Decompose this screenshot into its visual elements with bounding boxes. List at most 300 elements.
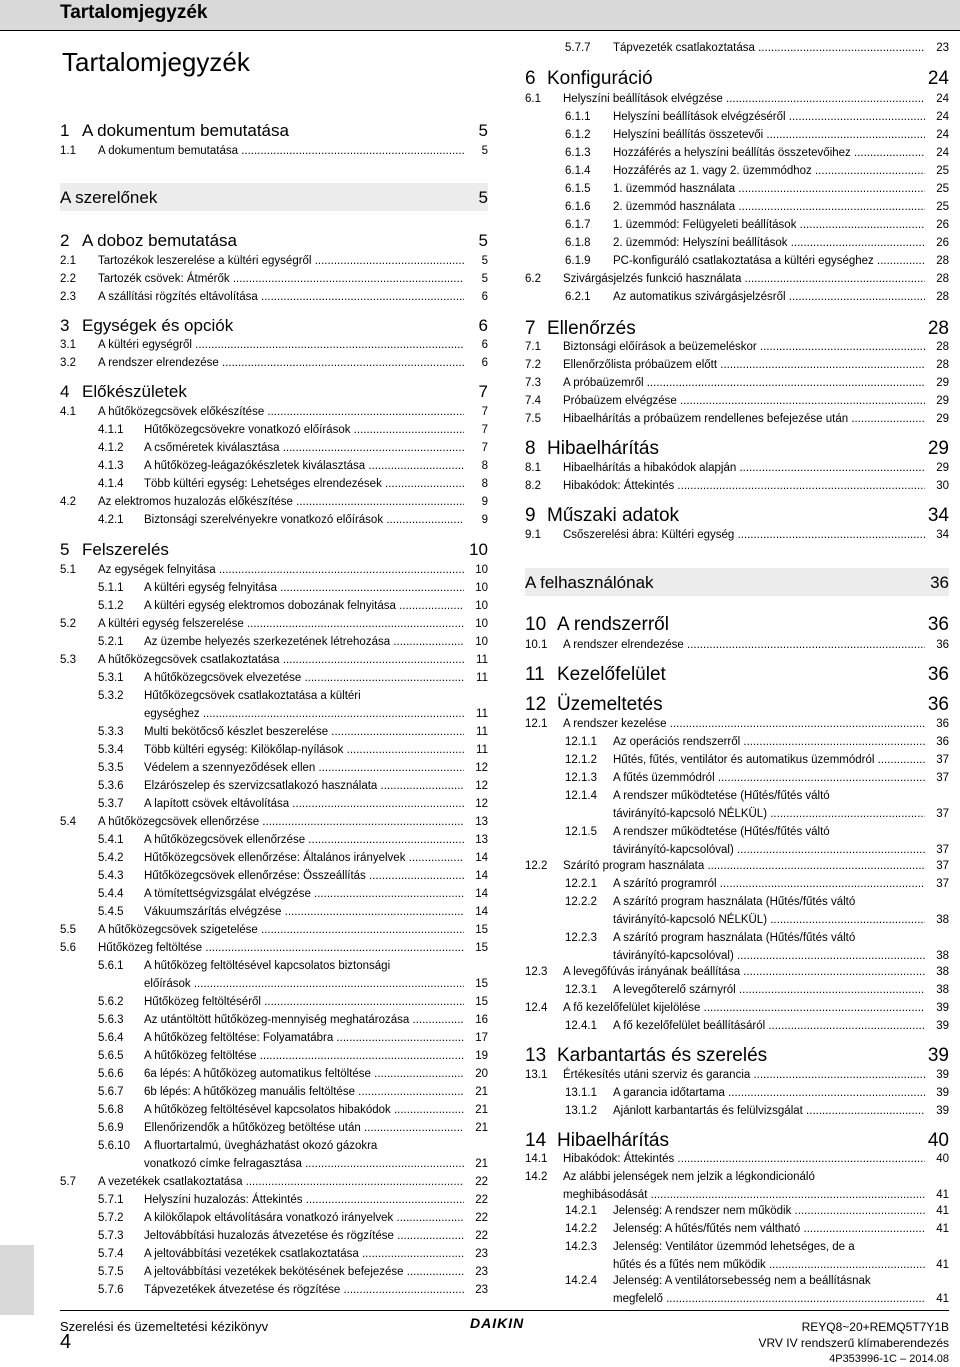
- toc-subsection[interactable]: [60, 1029, 488, 1047]
- toc-page-number: 23: [475, 1248, 488, 1260]
- toc-entry-title: Szárító program használata .....: [563, 857, 925, 875]
- toc-entry-number: 5.6.10: [98, 1140, 130, 1152]
- toc-chapter-title: Hibaelhárítás: [557, 1130, 669, 1151]
- toc-entry-number: 9.1: [525, 529, 541, 541]
- toc-section[interactable]: [525, 857, 949, 875]
- toc-entry-number: 12.4.1: [565, 1020, 597, 1032]
- toc-entry-number: 10.1: [525, 639, 548, 651]
- toc-entry-title: A garancia időtartama .....: [613, 1084, 925, 1102]
- toc-page-number: 37: [936, 844, 949, 856]
- toc-chapter-title: A rendszerről: [557, 614, 669, 635]
- toc-subsection[interactable]: [525, 252, 949, 270]
- toc-section[interactable]: [60, 336, 488, 354]
- toc-section[interactable]: [525, 999, 949, 1017]
- toc-entry-number: 5.6.2: [98, 996, 124, 1008]
- toc-subsection[interactable]: [525, 1017, 949, 1035]
- toc-entry-number: 6.1.8: [565, 237, 591, 249]
- toc-entry-title-wrap: [144, 669, 464, 687]
- toc-section[interactable]: [525, 90, 949, 108]
- toc-page-number: 24: [936, 93, 949, 105]
- toc-entry-title: 2. üzemmód: Helyszíni beállítások .....: [613, 234, 925, 252]
- toc-chapter-title: Konfiguráció: [547, 68, 653, 89]
- toc-leader: megfelelő .....: [613, 1290, 925, 1308]
- toc-page-number: 5: [481, 145, 488, 157]
- toc-subsection[interactable]: [60, 1065, 488, 1083]
- toc-entry-title: Hűtőközegcsövekre vonatkozó előírások .....: [144, 421, 464, 439]
- toc-entry-title: Jeltovábbítási huzalozás átvezetése és rögzítése .....: [144, 1227, 464, 1245]
- toc-entry-number: 5.4.1: [98, 834, 124, 846]
- toc-entry-title: Jelenség: Ventilátor üzemmód lehetséges, de a: [613, 1241, 855, 1253]
- toc-page-number: 7: [481, 442, 488, 454]
- toc-subsection[interactable]: [525, 1272, 949, 1308]
- toc-entry-title-wrap: [144, 777, 464, 795]
- toc-entry-title-wrap: [144, 1065, 464, 1083]
- toc-section[interactable]: [60, 288, 488, 306]
- toc-page-number: 38: [936, 950, 949, 962]
- toc-subsection[interactable]: [525, 234, 949, 252]
- toc-entry-number: 12.3: [525, 966, 548, 978]
- toc-entry-number: 6.1.2: [565, 129, 591, 141]
- toc-section[interactable]: [525, 636, 949, 654]
- toc-chapter-number: 11: [525, 664, 545, 685]
- toc-entry-title-wrap: [613, 234, 925, 252]
- toc-leader: távirányító-kapcsolóval) .....: [613, 947, 925, 965]
- toc-chapter-number: 12: [525, 694, 547, 715]
- toc-subsection[interactable]: [60, 633, 488, 651]
- toc-chapter-title: Műszaki adatok: [547, 505, 680, 526]
- toc-section[interactable]: [525, 270, 949, 288]
- toc-page-number: 26: [936, 219, 949, 231]
- toc-entry-title: Biztonsági szerelvényekre vonatkozó előírások .....: [144, 511, 464, 529]
- footer-doc-code: 4P353996-1C – 2014.08: [829, 1353, 949, 1365]
- toc-subsection[interactable]: [60, 687, 488, 723]
- toc-subsection[interactable]: [60, 421, 488, 439]
- toc-chapter-title: Üzemeltetés: [557, 694, 663, 715]
- toc-subsection[interactable]: [60, 1011, 488, 1029]
- toc-entry-title-wrap: [144, 421, 464, 439]
- toc-section[interactable]: [60, 403, 488, 421]
- toc-entry-number: 12.1.1: [565, 736, 597, 748]
- toc-subsection[interactable]: [60, 849, 488, 867]
- toc-subsection[interactable]: [60, 1281, 488, 1299]
- toc-entry-title-wrap: [144, 1281, 464, 1299]
- toc-chapter-title: Felszerelés: [82, 540, 169, 559]
- toc-chapter-title: Hibaelhárítás: [547, 438, 659, 459]
- toc-entry-title-wrap: [144, 579, 464, 597]
- toc-page-number: 22: [475, 1176, 488, 1188]
- toc-subsection[interactable]: [525, 787, 949, 823]
- toc-subsection[interactable]: [60, 723, 488, 741]
- toc-entry-title-wrap: [144, 511, 464, 529]
- toc-subsection[interactable]: [60, 511, 488, 529]
- toc-entry-number: 5.6.1: [98, 960, 124, 972]
- toc-section[interactable]: [60, 354, 488, 372]
- toc-page-number: 12: [475, 798, 488, 810]
- toc-entry-title-wrap: [613, 252, 925, 270]
- toc-entry-title-wrap: [613, 288, 925, 306]
- toc-entry-number: 5.7.3: [98, 1230, 124, 1242]
- toc-subsection[interactable]: [525, 162, 949, 180]
- toc-entry-number: 5.4.5: [98, 906, 124, 918]
- toc-entry-number: 6.1.9: [565, 255, 591, 267]
- toc-leader: meghibásodását .....: [563, 1186, 925, 1204]
- toc-subsection[interactable]: [60, 475, 488, 493]
- toc-entry-number: 5.6.7: [98, 1086, 124, 1098]
- toc-page-number: 10: [475, 582, 488, 594]
- toc-subsection[interactable]: [60, 1227, 488, 1245]
- toc-entry-number: 3.1: [60, 339, 76, 351]
- toc-entry-title: Biztonsági előírások a beüzemeléskor .....: [563, 338, 925, 356]
- toc-entry-title: Ellenőrizendők a hűtőközeg betöltése után .....: [144, 1119, 464, 1137]
- toc-section[interactable]: [525, 410, 949, 428]
- toc-page-number: 37: [936, 754, 949, 766]
- toc-entry-number: 6.1.6: [565, 201, 591, 213]
- toc-entry-title-wrap: [563, 459, 925, 477]
- toc-subsection[interactable]: [60, 759, 488, 777]
- toc-entry-title-wrap: [563, 636, 925, 654]
- toc-page-number: 11: [476, 672, 488, 684]
- toc-entry-title: Ajánlott karbantartás és felülvizsgálat .....: [613, 1102, 925, 1120]
- toc-entry-title: Csőszerelési ábra: Kültéri egység .....: [563, 526, 925, 544]
- toc-entry-number: 5.7.4: [98, 1248, 124, 1260]
- toc-entry-title: A hűtőközegcsövek ellenőrzése .....: [98, 813, 464, 831]
- toc-subsection[interactable]: [60, 957, 488, 993]
- toc-page-number: 15: [475, 942, 488, 954]
- toc-entry-number: 5.3.6: [98, 780, 124, 792]
- toc-page-number: 7: [481, 406, 488, 418]
- toc-section[interactable]: [60, 921, 488, 939]
- toc-subsection[interactable]: [60, 741, 488, 759]
- toc-page-number: 7: [481, 424, 488, 436]
- toc-subsection[interactable]: [525, 1102, 949, 1120]
- toc-section[interactable]: [525, 1150, 949, 1168]
- toc-entry-number: 14.2.1: [565, 1205, 597, 1217]
- toc-page-number: 11: [476, 726, 488, 738]
- toc-page-number: 37: [936, 808, 949, 820]
- toc-entry-title: A kilökőlapok eltávolítására vonatkozó irányelvek .....: [144, 1209, 464, 1227]
- toc-page-number: 34: [936, 529, 949, 541]
- toc-subsection[interactable]: [525, 1084, 949, 1102]
- toc-subsection[interactable]: [525, 198, 949, 216]
- toc-subsection[interactable]: [525, 39, 949, 57]
- toc-page-number: 11: [476, 654, 488, 666]
- footer-model: REYQ8~20+REMQ5T7Y1B: [801, 1320, 949, 1334]
- toc-section[interactable]: [60, 270, 488, 288]
- toc-subsection[interactable]: [60, 777, 488, 795]
- toc-entry-title: A szállítási rögzítés eltávolítása .....: [98, 288, 464, 306]
- toc-page-number: 36: [927, 694, 949, 715]
- toc-entry-title: Hűtőközegcsövek ellenőrzése: Összeállítás .....: [144, 867, 464, 885]
- toc-subsection[interactable]: [60, 1047, 488, 1065]
- toc-chapter-number: 7: [525, 318, 536, 339]
- toc-entry-number: 6.1.5: [565, 183, 591, 195]
- toc-subsection[interactable]: [525, 875, 949, 893]
- toc-entry-title: A levegőterelő szárnyról .....: [613, 981, 925, 999]
- toc-entry-number: 7.2: [525, 359, 541, 371]
- toc-entry-number: 8.1: [525, 462, 541, 474]
- toc-page-number: 36: [930, 573, 949, 592]
- toc-entry-title-wrap: [98, 813, 464, 831]
- toc-subsection[interactable]: [525, 126, 949, 144]
- toc-entry-number: 2.1: [60, 255, 76, 267]
- toc-section[interactable]: [60, 252, 488, 270]
- toc-entry-number: 5.6.3: [98, 1014, 124, 1026]
- toc-entry-number: 5.4.4: [98, 888, 124, 900]
- toc-entry-title: A rendszer működtetése (Hűtés/fűtés váltó: [613, 826, 830, 838]
- toc-page-number: 25: [936, 165, 949, 177]
- toc-entry-title: A fűtés üzemmódról .....: [613, 769, 925, 787]
- toc-entry-title: A lapított csövek eltávolítása .....: [144, 795, 464, 813]
- toc-subsection[interactable]: [60, 1137, 488, 1173]
- toc-page-number: 21: [475, 1122, 488, 1134]
- toc-entry-number: 5.3.7: [98, 798, 124, 810]
- toc-page-number: 19: [475, 1050, 488, 1062]
- toc-entry-title-wrap: [563, 356, 925, 374]
- toc-subsection[interactable]: [525, 1220, 949, 1238]
- toc-entry-title: A hűtőközegcsövek elvezetése .....: [144, 669, 464, 687]
- toc-chapter-number: 10: [525, 614, 547, 635]
- footer-manual-title: Szerelési és üzemeltetési kézikönyv: [60, 1319, 269, 1334]
- toc-entry-number: 12.2.3: [565, 932, 597, 944]
- toc-page-number: 28: [936, 291, 949, 303]
- toc-entry-number: 5.3.1: [98, 672, 124, 684]
- toc-subsection[interactable]: [525, 893, 949, 929]
- toc-subsection[interactable]: [60, 669, 488, 687]
- toc-entry-number: 6.2.1: [565, 291, 591, 303]
- toc-page-number: 8: [481, 460, 488, 472]
- toc-entry-title: A fő kezelőfelület kijelölése .....: [563, 999, 925, 1017]
- toc-page-number: 28: [936, 255, 949, 267]
- toc-entry-number: 5.1: [60, 564, 76, 576]
- toc-section[interactable]: [525, 715, 949, 733]
- toc-page-number: 28: [936, 341, 949, 353]
- toc-section[interactable]: [60, 561, 488, 579]
- toc-entry-title: Az egységek felnyitása .....: [98, 561, 464, 579]
- toc-chapter-title: Előkészületek: [82, 382, 187, 401]
- toc-section[interactable]: [525, 1066, 949, 1084]
- toc-section[interactable]: [525, 1168, 949, 1204]
- toc-entry-title: Hibakódok: Áttekintés .....: [563, 477, 925, 495]
- toc-subsection[interactable]: [60, 439, 488, 457]
- toc-subsection[interactable]: [60, 795, 488, 813]
- toc-subsection[interactable]: [525, 288, 949, 306]
- toc-subsection[interactable]: [60, 1119, 488, 1137]
- toc-entry-title-cont: [144, 1155, 464, 1173]
- toc-entry-title: A szárító programról .....: [613, 875, 925, 893]
- toc-entry-title-wrap: [98, 288, 464, 306]
- toc-page-number: 24: [936, 129, 949, 141]
- toc-subsection[interactable]: [525, 823, 949, 859]
- toc-section[interactable]: [60, 1173, 488, 1191]
- toc-entry-title: A rendszer kezelése .....: [563, 715, 925, 733]
- toc-entry-number: 7.4: [525, 395, 541, 407]
- toc-entry-title: Helyszíni huzalozás: Áttekintés .....: [144, 1191, 464, 1209]
- toc-section[interactable]: [60, 493, 488, 511]
- toc-subsection[interactable]: [60, 457, 488, 475]
- toc-page-number: 22: [475, 1194, 488, 1206]
- toc-page-number: 5: [481, 273, 488, 285]
- toc-page-number: 30: [936, 480, 949, 492]
- toc-subsection[interactable]: [525, 981, 949, 999]
- toc-entry-number: 1.1: [60, 145, 76, 157]
- toc-page-number: 24: [936, 111, 949, 123]
- toc-entry-title-cont: [613, 911, 925, 929]
- toc-subsection[interactable]: [60, 579, 488, 597]
- toc-entry-number: 5.3.3: [98, 726, 124, 738]
- toc-page-number: 15: [475, 978, 488, 990]
- toc-entry-number: 4.1.4: [98, 478, 124, 490]
- toc-entry-title-wrap: [98, 336, 464, 354]
- toc-entry-title: Az üzembe helyezés szerkezetének létrehozása .....: [144, 633, 464, 651]
- header-title: Tartalomjegyzék: [60, 2, 208, 23]
- toc-subsection[interactable]: [525, 1202, 949, 1220]
- toc-chapter-number: 2: [60, 231, 70, 250]
- toc-subsection[interactable]: [525, 108, 949, 126]
- toc-subsection[interactable]: [525, 216, 949, 234]
- toc-section[interactable]: [525, 963, 949, 981]
- toc-entry-number: 5.6.6: [98, 1068, 124, 1080]
- toc-subsection[interactable]: [60, 1083, 488, 1101]
- toc-page-number: 5: [478, 231, 488, 250]
- toc-entry-number: 12.1.5: [565, 826, 597, 838]
- toc-subsection[interactable]: [60, 903, 488, 921]
- toc-section[interactable]: [525, 477, 949, 495]
- toc-page-number: 41: [936, 1205, 949, 1217]
- toc-section[interactable]: [525, 374, 949, 392]
- toc-entry-number: 5.4.2: [98, 852, 124, 864]
- toc-subsection[interactable]: [60, 1209, 488, 1227]
- toc-entry-title: 1. üzemmód: Felügyeleti beállítások .....: [613, 216, 925, 234]
- toc-entry-title-cont: [613, 805, 925, 823]
- toc-section[interactable]: [525, 392, 949, 410]
- toc-page-number: 15: [475, 924, 488, 936]
- toc-entry-title: 6a lépés: A hűtőközeg automatikus feltöltése .....: [144, 1065, 464, 1083]
- toc-subsection[interactable]: [525, 1238, 949, 1274]
- toc-leader: távirányító-kapcsoló NÉLKÜL) .....: [613, 911, 925, 929]
- toc-entry-number: 12.4: [525, 1002, 548, 1014]
- toc-chapter-number: 9: [525, 505, 536, 526]
- toc-entry-title: Ellenőrzőlista próbaüzem előtt .....: [563, 356, 925, 374]
- toc-entry-number: 4.2: [60, 496, 76, 508]
- toc-entry-title-wrap: [563, 857, 925, 875]
- toc-entry-title: A kültéri egység elektromos dobozának felnyitása .....: [144, 597, 464, 615]
- toc-entry-title-wrap: [144, 795, 464, 813]
- toc-entry-title-wrap: [613, 144, 925, 162]
- toc-entry-number: 12.1.2: [565, 754, 597, 766]
- toc-entry-number: 14.2.2: [565, 1223, 597, 1235]
- toc-entry-number: 5.3.5: [98, 762, 124, 774]
- toc-section[interactable]: [60, 813, 488, 831]
- toc-page-number: 28: [927, 318, 949, 339]
- toc-subsection[interactable]: [525, 769, 949, 787]
- toc-subsection[interactable]: [60, 1191, 488, 1209]
- toc-page-number: 14: [475, 906, 488, 918]
- toc-entry-title: A dokumentum bemutatása .....: [98, 142, 464, 160]
- toc-section[interactable]: [60, 615, 488, 633]
- toc-page-number: 41: [936, 1189, 949, 1201]
- toc-subsection[interactable]: [60, 885, 488, 903]
- toc-subsection[interactable]: [525, 180, 949, 198]
- toc-entry-title: Hűtőközeg feltöltése .....: [98, 939, 464, 957]
- toc-chapter-number: 5: [60, 540, 70, 559]
- toc-entry-title: A próbaüzemről .....: [563, 374, 925, 392]
- page-title: Tartalomjegyzék: [62, 47, 250, 77]
- toc-entry-number: 8.2: [525, 480, 541, 492]
- toc-subsection[interactable]: [60, 1263, 488, 1281]
- toc-entry-title-wrap: [613, 733, 925, 751]
- toc-entry-title: Az elektromos huzalozás előkészítése .....: [98, 493, 464, 511]
- toc-subsection[interactable]: [525, 751, 949, 769]
- toc-subsection[interactable]: [525, 733, 949, 751]
- toc-entry-title: A szárító program használata (Hűtés/fűtés váltó: [613, 932, 856, 944]
- toc-page-number: 36: [927, 664, 949, 685]
- toc-page-number: 10: [475, 564, 488, 576]
- toc-entry-title-wrap: [613, 162, 925, 180]
- toc-entry-title-wrap: [144, 1029, 464, 1047]
- toc-page-number: 23: [475, 1266, 488, 1278]
- toc-entry-title: Tápvezeték csatlakoztatása .....: [613, 39, 925, 57]
- toc-page-number: 14: [475, 870, 488, 882]
- toc-page-number: 21: [475, 1158, 488, 1170]
- toc-subsection[interactable]: [60, 831, 488, 849]
- toc-section[interactable]: [525, 356, 949, 374]
- toc-entry-title: Próbaüzem elvégzése .....: [563, 392, 925, 410]
- toc-subsection[interactable]: [525, 929, 949, 965]
- toc-entry-title: A szárító program használata (Hűtés/fűtés váltó: [613, 896, 856, 908]
- toc-page-number: 28: [936, 359, 949, 371]
- toc-entry-title: A csőméretek kiválasztása .....: [144, 439, 464, 457]
- toc-subsection[interactable]: [525, 144, 949, 162]
- toc-section[interactable]: [60, 142, 488, 160]
- toc-subsection[interactable]: [60, 1101, 488, 1119]
- toc-section[interactable]: [525, 526, 949, 544]
- toc-subsection[interactable]: [60, 597, 488, 615]
- toc-section[interactable]: [60, 651, 488, 669]
- toc-entry-title: Az utántöltött hűtőközeg-mennyiség meghatározása .....: [144, 1011, 464, 1029]
- toc-page-number: 10: [475, 600, 488, 612]
- toc-entry-number: 12.2.1: [565, 878, 597, 890]
- toc-entry-title: Elzárószelep és szervizcsatlakozó használata .....: [144, 777, 464, 795]
- toc-entry-title-wrap: [98, 651, 464, 669]
- toc-entry-title: A kültéri egység felnyitása .....: [144, 579, 464, 597]
- toc-section[interactable]: [60, 939, 488, 957]
- toc-entry-title-wrap: [98, 615, 464, 633]
- toc-entry-number: 6.1.7: [565, 219, 591, 231]
- toc-entry-number: 6.1.1: [565, 111, 591, 123]
- toc-section[interactable]: [525, 338, 949, 356]
- toc-entry-number: 14.2: [525, 1171, 548, 1183]
- toc-section[interactable]: [525, 459, 949, 477]
- toc-subsection[interactable]: [60, 993, 488, 1011]
- toc-chapter-title: Kezelőfelület: [557, 664, 666, 685]
- toc-entry-title: Több kültéri egység: Kilökőlap-nyílások .....: [144, 741, 464, 759]
- toc-page-number: 13: [475, 816, 488, 828]
- toc-entry-title-wrap: [144, 741, 464, 759]
- toc-subsection[interactable]: [60, 867, 488, 885]
- toc-subsection[interactable]: [60, 1245, 488, 1263]
- toc-entry-title: Hűtőközegcsövek ellenőrzése: Általános irányelvek .....: [144, 849, 464, 867]
- toc-page-number: 12: [475, 780, 488, 792]
- toc-entry-number: 5.1.1: [98, 582, 124, 594]
- toc-entry-title-wrap: [613, 981, 925, 999]
- toc-leader: vonatkozó címke felragasztása .....: [144, 1155, 464, 1173]
- toc-entry-title-wrap: [144, 1263, 464, 1281]
- toc-entry-title: A hűtőközegcsövek csatlakoztatása .....: [98, 651, 464, 669]
- toc-entry-number: 12.3.1: [565, 984, 597, 996]
- toc-entry-title-wrap: [144, 849, 464, 867]
- toc-entry-number: 4.1.3: [98, 460, 124, 472]
- toc-entry-title-wrap: [613, 39, 925, 57]
